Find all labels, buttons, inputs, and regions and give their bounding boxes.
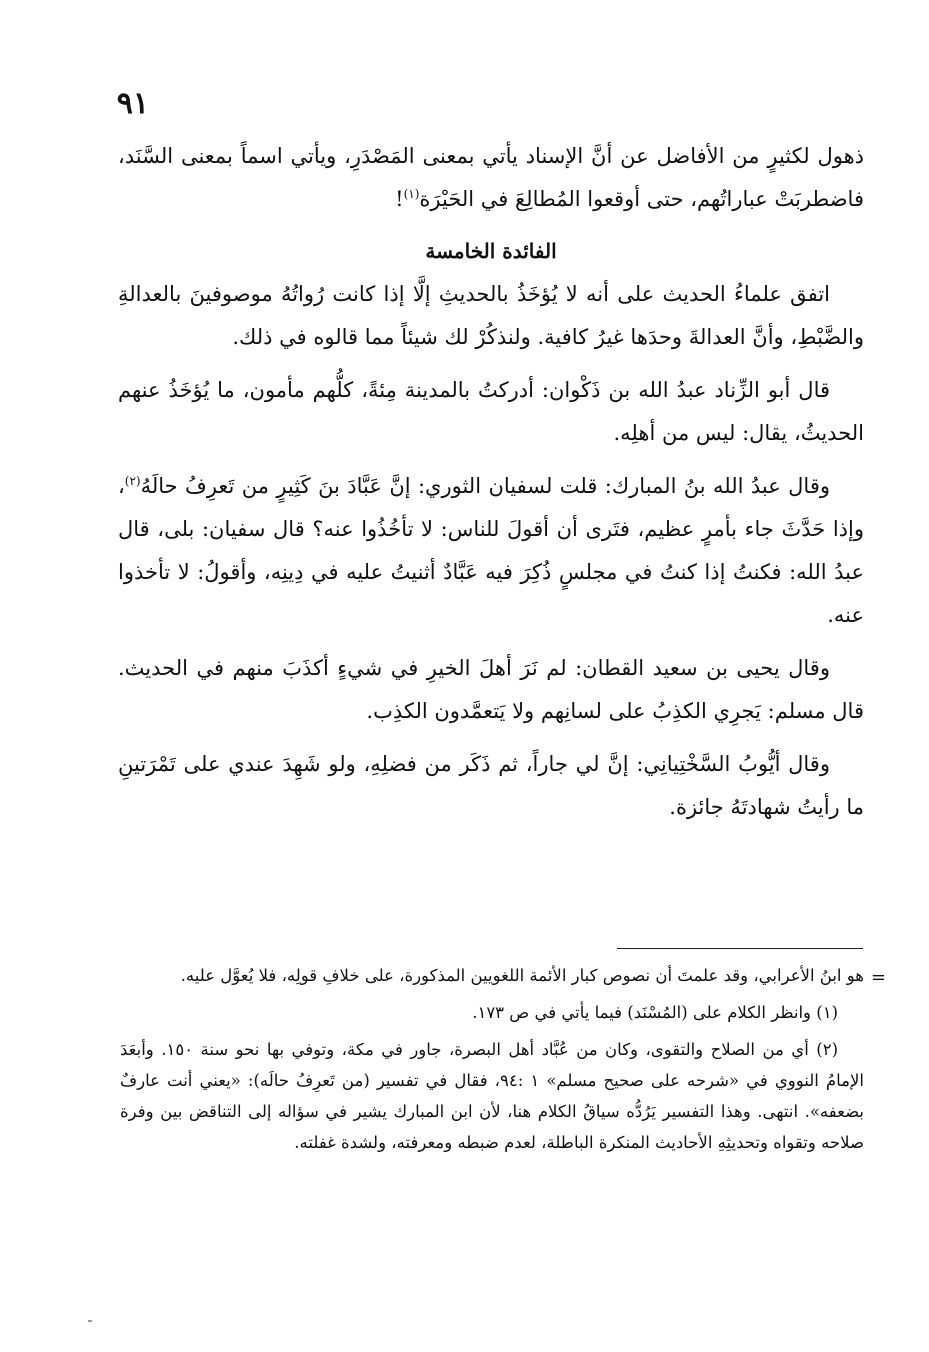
footnote-ref-2[interactable]: (٢): [124, 474, 141, 488]
paragraph-3-text-a: وقال عبدُ الله بنُ المبارك: قلت لسفيان الثوري: إنَّ عَبَّادَ بنَ كَثِيرٍ من تَعرِفُ حالَهُ: [140, 474, 830, 498]
footnote-1: (١) وانظر الكلام على (المُسْنَد) فيما يأتي في ص ١٧٣.: [472, 1003, 838, 1022]
paragraph-5: وقال أيُّوبُ السَّخْتِيانِي: إنَّ لي جاراً، ثم ذَكَر من فضلِهِ، ولو شَهِدَ عندي على تَمْرَتينِ ما رأيتُ شهادتَهُ جائزة.: [118, 752, 864, 819]
footnote-2: (٢) أي من الصلاح والتقوى، وكان من عُبَّاد أهل البصرة، جاور في مكة، وتوفي بها نحو سنة ١٥٠. وأبعَدَ الإمامُ النووي في «شرحه على صحيح مسلم» ١ :٩٤، فقال في تفسير (من تَعرِفُ حالَه): «يعني أنت عارفٌ بضعفه». انتهى. وهذا التفسير يَرُدُّه سياقُ الكلام هنا، لأن ابن المبارك يشير في سؤاله إلى التناقض بين وفرة صلاحه وتقواه وتحديثِهِ الأحاديث المنكرة الباطلة، لعدم ضبطه ومعرفته، ولشدة غفلته.: [120, 1040, 865, 1152]
footnote-continuation: [120, 960, 886, 991]
intro-text: ذهول لكثيرٍ من الأفاضل عن أنَّ الإسناد يأتي بمعنى المَصْدَرِ، ويأتي اسماً بمعنى السَّنَد، فاضطربَتْ عباراتُهم، حتى أوقعوا المُطالِعَ في الحَيْرَة: [118, 144, 864, 211]
paragraph-4: وقال يحيى بن سعيد القطان: لم نَرَ أهلَ الخيرِ في شيءٍ أكذَبَ منهم في الحديث. قال مسلم: يَجرِي الكذِبُ على لسانِهم ولا يَتعمَّدون الكذِب.: [118, 656, 864, 723]
page-number: ٩١: [116, 86, 149, 121]
scan-speck: [88, 1320, 92, 1322]
paragraph-1: اتفق علماءُ الحديث على أنه لا يُؤخَذُ بالحديثِ إلَّا إذا كانت رُواتُهُ موصوفينَ بالعدالةِ والضَّبْطِ، وأنَّ العدالةَ وحدَها غيرُ كافية. ولنذكُرْ لك شيئاً مما قالوه في ذلك.: [118, 282, 864, 349]
main-text: [118, 135, 864, 839]
continuation-mark: =: [870, 967, 886, 988]
footnote-continuation-text: هو ابنُ الأعرابي، وقد علمتَ أن نصوص كبار الأئمة اللغويين المذكورة، على خلافِ قولِه، فلا يُعوَّل عليه.: [180, 966, 864, 985]
paragraph-3: [118, 465, 864, 637]
intro-paragraph: [118, 135, 864, 221]
intro-end: !: [395, 187, 404, 211]
footnotes: [120, 960, 886, 1164]
paragraph-3-text-b: ، وإذا حَدَّثَ جاء بأمرٍ عظيم، فتَرى أن أقولَ للناس: لا تأخُذُوا عنه؟ قال سفيان: بلى، قال عبدُ الله: فكنتُ إذا كنتُ في مجلسٍ ذُكِرَ فيه عَبَّادٌ أثنيتُ عليه في دِينِه، وأقولُ: لا تأخذوا عنه.: [118, 474, 864, 627]
footnote-separator: [617, 948, 863, 949]
paragraph-2: قال أبو الزِّناد عبدُ الله بن ذَكْوان: أدركتُ بالمدينة مِئةً، كلُّهم مأمون، ما يُؤخَذُ عنهم الحديثُ، يقال: ليس من أهلِه.: [118, 378, 864, 445]
footnote-ref-1[interactable]: (١): [403, 187, 420, 201]
section-title: الفائدة الخامسة: [425, 239, 557, 263]
